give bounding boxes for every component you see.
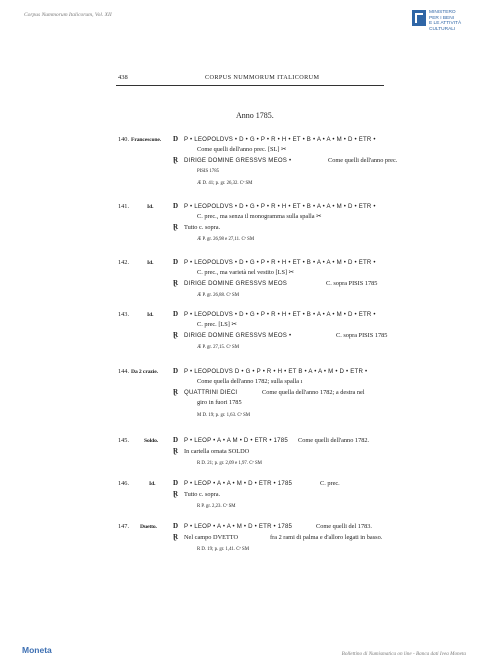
coin-metadata: R D. 19; p. gr. 1,41. Cª SM	[197, 547, 249, 552]
obverse-siglum: D	[173, 522, 179, 530]
reverse-siglum: Ɽ	[173, 447, 179, 455]
entry-number: 141.	[118, 203, 130, 210]
obverse-legend: P • LEOPOLDVS • D • G • P • R • H • ET • B • A • A • M • D • ETR •	[184, 259, 376, 266]
obverse-legend: P • LEOP • A • A • M • D • ETR • 1785	[184, 480, 293, 487]
entry-denomination: Soldo.	[144, 438, 159, 444]
obverse-legend: P • LEOP • A • A • M • D • ETR • 1785	[184, 523, 293, 530]
obverse-note: Come quelli dell'anno 1782.	[298, 437, 370, 444]
footer-credit: Bollettino di Numismatica on line - Banca dati Ivea Moneta	[341, 651, 466, 657]
obverse-siglum: D	[173, 367, 179, 375]
obverse-siglum: D	[173, 202, 179, 210]
page-number: 438	[118, 74, 128, 81]
ministry-logo-icon	[412, 10, 426, 26]
obverse-note: Come quella dell'anno 1782; sulla spalla ı	[197, 378, 303, 385]
reverse-legend: DIRIGE DOMINE GRESSVS MEOS •	[184, 332, 292, 339]
entry-denomination: Francescone.	[131, 137, 162, 143]
obverse-note: Come quelli del 1783.	[316, 523, 372, 530]
obverse-note: C. prec., ma senza il monogramma sulla spalla ✂	[197, 213, 322, 220]
obverse-siglum: D	[173, 479, 179, 487]
reverse-note: giro in fuori 1785	[197, 399, 242, 406]
footer-logo: Moneta	[22, 645, 52, 655]
entry-number: 145.	[118, 437, 130, 444]
obverse-siglum: D	[173, 310, 179, 318]
obverse-siglum: D	[173, 258, 179, 266]
entry-number: 140.	[118, 136, 130, 143]
obverse-legend: P • LEOPOLDVS • D • G • P • R • H • ET • B • A • A • M • D • ETR •	[184, 136, 376, 143]
reverse-siglum: Ɽ	[173, 388, 179, 396]
reverse-extra: PISIS 1785	[197, 169, 219, 174]
reverse-note: fra 2 rami di palma e d'alloro legati in basso.	[270, 534, 383, 541]
ministry-name	[429, 10, 477, 32]
entry-denomination: Da 2 crazie.	[131, 369, 158, 375]
entry-denomination: Id.	[147, 260, 154, 266]
reverse-legend: In cartella ornata SOLDO	[184, 448, 250, 455]
obverse-note: C. prec., ma varietà nel vestito [LS] ✂	[197, 269, 294, 276]
ministry-line: E LE ATTIVITÀ	[429, 21, 462, 26]
reverse-siglum: Ɽ	[173, 223, 179, 231]
header-rule	[116, 85, 384, 86]
obverse-siglum: D	[173, 135, 179, 143]
entry-denomination: Id.	[147, 312, 154, 318]
reverse-legend: Tutto c. sopra.	[184, 491, 221, 498]
entry-number: 143.	[118, 311, 130, 318]
ministry-line: PER I BENI	[429, 15, 455, 21]
obverse-siglum: D	[173, 436, 179, 444]
coin-metadata: R P. gr. 2,23. Cª SM	[197, 504, 236, 509]
entry-number: 147.	[118, 523, 130, 530]
entry-number: 144.	[118, 368, 130, 375]
reverse-siglum: Ɽ	[173, 533, 179, 541]
obverse-legend: P • LEOP • A • A M • D • ETR • 1785	[184, 437, 288, 444]
entry-denomination: Id.	[147, 204, 154, 210]
running-head: CORPUS NUMMORUM ITALICORUM	[205, 74, 320, 81]
reverse-note: Come quella dell'anno 1782; a destra nel	[262, 389, 365, 396]
reverse-siglum: Ɽ	[173, 156, 179, 164]
coin-metadata: M D. 19; p. gr. 1,63. Cª SM	[197, 413, 251, 418]
entry-denomination: Id.	[149, 481, 156, 487]
reverse-legend: QUATTRINI DIECI	[184, 389, 238, 396]
obverse-note: C. prec.	[320, 480, 340, 487]
coin-metadata: R D. 21; p. gr. 2,09 e 1,97. Cª SM	[197, 461, 262, 466]
series-title: Corpus Nummorum Italicorum, Vol. XII	[24, 12, 112, 18]
reverse-note: C. sopra PISIS 1785	[326, 280, 378, 287]
reverse-note: Come quelli dell'anno prec.	[328, 157, 398, 164]
obverse-note: Come quelli dell'anno prec. [SL] ✂	[197, 146, 287, 153]
reverse-legend: Tutto c. sopra.	[184, 224, 221, 231]
coin-metadata: Æ D. 41; p. gr. 26,32. Cª SM	[197, 181, 253, 186]
reverse-siglum: Ɽ	[173, 490, 179, 498]
entry-number: 146.	[118, 480, 130, 487]
obverse-legend: P • LEOPOLDVS D • G • P • R • H • ET B • A • A • M • D • ETR •	[184, 368, 368, 375]
reverse-note: C. sopra PISIS 1785	[336, 332, 388, 339]
ministry-line: CULTURALI	[429, 26, 456, 32]
reverse-siglum: Ɽ	[173, 331, 179, 339]
obverse-legend: P • LEOPOLDVS • D • G • P • R • H • ET • B • A • A • M • D • ETR •	[184, 203, 376, 210]
ministry-line: MINISTERO	[429, 10, 456, 15]
year-heading: Anno 1785.	[236, 111, 274, 120]
coin-metadata: Æ P. gr. 26,98 e 27,11. Cª SM	[197, 237, 255, 242]
reverse-legend: Nel campo DVETTO	[184, 534, 239, 541]
entry-denomination: Duetto.	[140, 524, 157, 530]
reverse-legend: DIRIGE DOMINE GRESSVS MEOS	[184, 280, 288, 287]
obverse-note: C. prec. [LS] ✂	[197, 321, 237, 328]
reverse-legend: DIRIGE DOMINE GRESSVS MEOS •	[184, 157, 292, 164]
reverse-siglum: Ɽ	[173, 279, 179, 287]
obverse-legend: P • LEOPOLDVS • D • G • P • R • H • ET • B • A • A • M • D • ETR •	[184, 311, 376, 318]
coin-metadata: Æ P. gr. 27,15. Cª SM	[197, 345, 239, 350]
coin-metadata: Æ P. gr. 26,88. Cª SM	[197, 293, 239, 298]
entry-number: 142.	[118, 259, 130, 266]
